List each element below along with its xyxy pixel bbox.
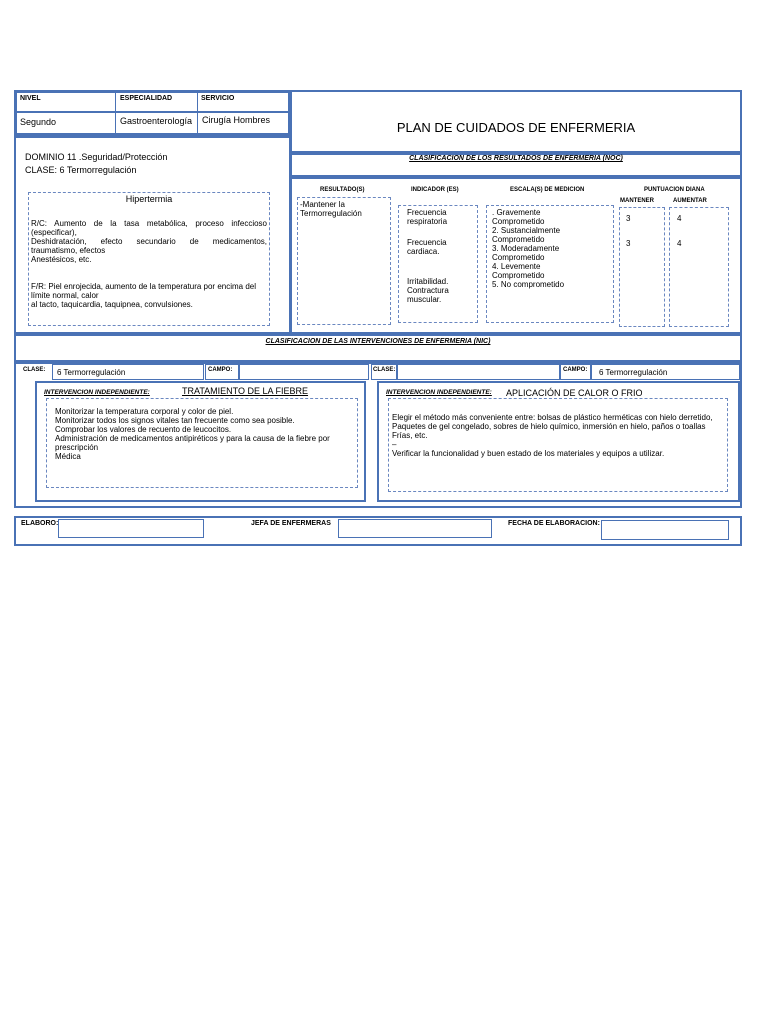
servicio-label: SERVICIO	[201, 95, 235, 102]
elaboro-label: ELABORO:	[21, 520, 59, 527]
servicio-value: Cirugía Hombres	[202, 115, 271, 125]
mantener-value-2: 3	[626, 239, 631, 248]
right-clase-label: CLASE:	[373, 367, 396, 373]
right-intervention-text: Elegir el método más conveniente entre: bolsas de plástico herméticas con hielo derretido, Paquetes de gel congelado, sobres de hielo químico, inmersión en hielo, paños o toallas Frías, etc. – Verificar la funcionalidad y buen estado de los materiales y equipos a utilizar.	[392, 413, 713, 458]
mantener-value-1: 3	[626, 214, 631, 223]
indicador-3: Irritabilidad. Contractura muscular.	[407, 277, 449, 304]
indicador-header: INDICADOR (ES)	[411, 187, 459, 193]
resultado-header: RESULTADO(S)	[320, 187, 365, 193]
jefa-label: JEFA DE ENFERMERAS	[251, 520, 331, 527]
left-intervention-title: TRATAMIENTO DE LA FIEBRE	[182, 386, 309, 396]
left-intervention-text: Monitorizar la temperatura corporal y color de piel. Monitorizar todos los signos vitales tan frecuente como sea posible. Comprobar los valores de recuento de leucocitos. Administración de medicamentos antipiréticos y para la causa de la fiebre por prescripción Médica	[55, 407, 330, 461]
left-clase-value: 6 Termorregulación	[57, 368, 126, 377]
right-clase-value-box	[397, 364, 560, 380]
escala-text: . Gravemente Comprometido 2. Sustancialmente Comprometido 3. Moderadamente Comprometido 4. Levemente Comprometido 5. No comprometido	[492, 208, 565, 289]
indicador-1: Frecuencia respiratoria	[407, 208, 448, 226]
right-campo-label: CAMPO:	[563, 367, 588, 373]
fr-text: F/R: Piel enrojecida, aumento de la temperatura por encima del límite normal, calor al tacto, taquicardia, taquipnea, convulsiones.	[31, 282, 257, 309]
puntuacion-header: PUNTUACION DIANA	[644, 187, 705, 193]
resultado-text: -Mantener la Termorregulación	[300, 200, 362, 218]
left-clase-label: CLASE:	[23, 367, 46, 373]
especialidad-label: ESPECIALIDAD	[120, 95, 173, 102]
left-campo-label: CAMPO:	[208, 367, 233, 373]
fecha-field[interactable]	[601, 520, 729, 540]
clase-text: CLASE: 6 Termorregulación	[25, 165, 137, 175]
rc-text: R/C: Aumento de la tasa metabólica, proceso infeccioso (especificar), Deshidratación, efecto secundario de medicamentos, traumatismo, efectos Anestésicos, etc.	[31, 219, 267, 264]
dominio-text: DOMINIO 11 .Seguridad/Protección	[25, 152, 168, 162]
nivel-value: Segundo	[20, 117, 57, 127]
nivel-label: NIVEL	[20, 95, 41, 102]
nic-title: CLASIFICACION DE LAS INTERVENCIONES DE ENFERMERIA (NIC)	[265, 338, 491, 345]
left-campo-value-box	[239, 364, 369, 380]
left-intervention-label: INTERVENCION INDEPENDIENTE:	[44, 389, 150, 396]
aumentar-dashed-box	[669, 207, 729, 327]
right-intervention-label: INTERVENCION INDEPENDIENTE:	[386, 389, 492, 396]
right-intervention-title: APLICACIÓN DE CALOR O FRIO	[506, 388, 643, 398]
aumentar-value-2: 4	[677, 239, 682, 248]
noc-title: CLASIFICACION DE LOS RESULTADOS DE ENFERMERIA (NOC)	[409, 155, 623, 162]
especialidad-value: Gastroenterología	[120, 116, 193, 126]
escala-header: ESCALA(S) DE MEDICION	[510, 187, 585, 193]
page-title: PLAN DE CUIDADOS DE ENFERMERIA	[396, 120, 636, 135]
aumentar-header: AUMENTAR	[673, 198, 707, 204]
fecha-label: FECHA DE ELABORACION:	[508, 520, 600, 527]
right-campo-value: 6 Termorregulación	[599, 368, 668, 377]
jefa-field[interactable]	[338, 519, 492, 538]
aumentar-value-1: 4	[677, 214, 682, 223]
indicador-2: Frecuencia cardiaca.	[407, 238, 447, 256]
elaboro-field[interactable]	[58, 519, 204, 538]
diagnostico-title: Hipertermia	[125, 194, 173, 204]
mantener-dashed-box	[619, 207, 665, 327]
mantener-header: MANTENER	[620, 198, 654, 204]
